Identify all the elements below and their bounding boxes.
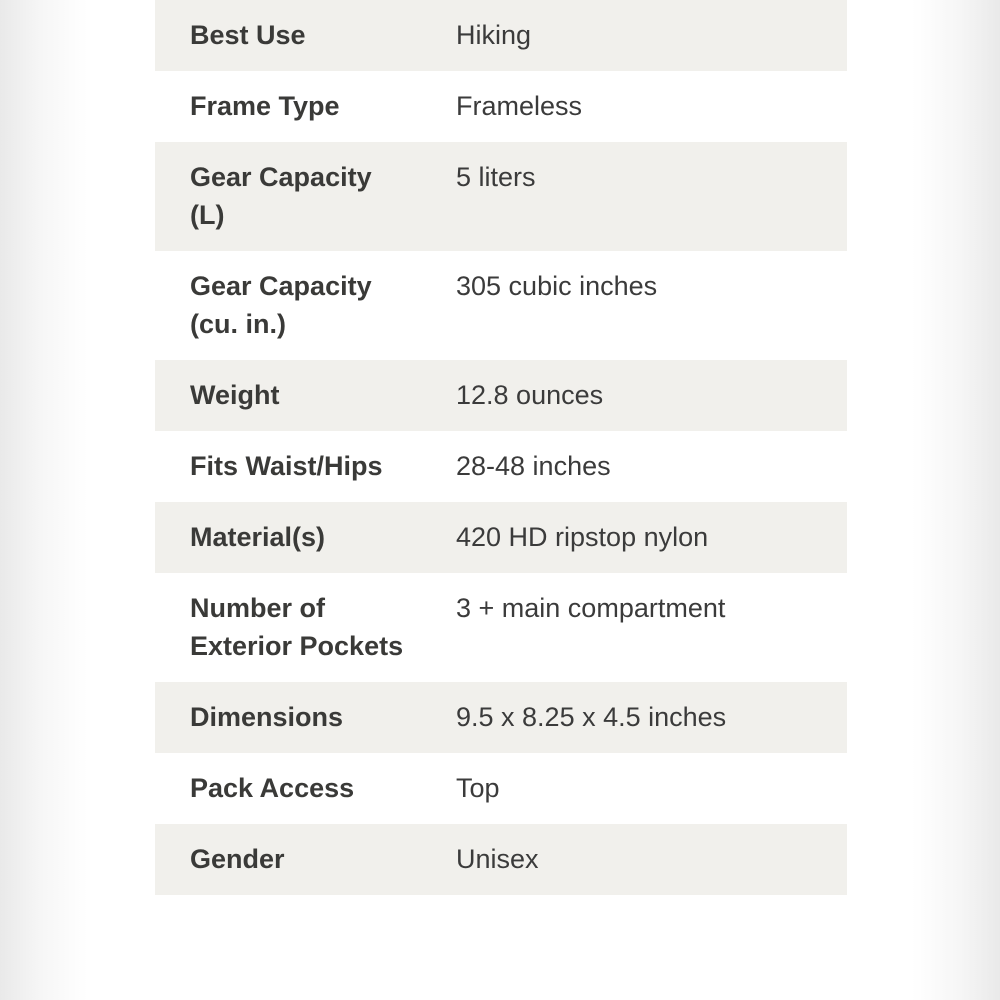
spec-label: Dimensions: [190, 702, 344, 732]
spec-label: Pack Access: [190, 773, 355, 803]
spec-row-pack-access: [155, 753, 847, 824]
spec-row-gear-capacity-l: [155, 142, 847, 251]
spec-value: 420 HD ripstop nylon: [456, 522, 709, 552]
spec-label: Gear Capacity (L): [190, 162, 372, 230]
spec-label: Gear Capacity (cu. in.): [190, 271, 372, 339]
spec-label: Number of Exterior Pockets: [190, 593, 404, 661]
spec-value: Hiking: [456, 20, 532, 50]
spec-value: Frameless: [456, 91, 583, 121]
spec-value: 305 cubic inches: [456, 271, 658, 301]
spec-row-gear-capacity-cu-in: [155, 251, 847, 360]
spec-label: Frame Type: [190, 91, 340, 121]
spec-value: 5 liters: [456, 162, 536, 192]
spec-label: Best Use: [190, 20, 306, 50]
spec-row-frame-type: [155, 71, 847, 142]
spec-value: 3 + main compartment: [456, 593, 726, 623]
spec-value: 9.5 x 8.25 x 4.5 inches: [456, 702, 727, 732]
spec-row-exterior-pockets: [155, 573, 847, 682]
spec-value: Top: [456, 773, 500, 803]
spec-value: Unisex: [456, 844, 539, 874]
spec-label: Gender: [190, 844, 285, 874]
spec-value: 12.8 ounces: [456, 380, 604, 410]
specs-table: [155, 0, 847, 895]
spec-value: 28-48 inches: [456, 451, 611, 481]
spec-row-fits-waist-hips: [155, 431, 847, 502]
spec-row-best-use: [155, 0, 847, 71]
spec-row-dimensions: [155, 682, 847, 753]
spec-row-materials: [155, 502, 847, 573]
spec-label: Material(s): [190, 522, 326, 552]
spec-row-weight: [155, 360, 847, 431]
spec-label: Weight: [190, 380, 280, 410]
spec-label: Fits Waist/Hips: [190, 451, 383, 481]
spec-row-gender: [155, 824, 847, 895]
